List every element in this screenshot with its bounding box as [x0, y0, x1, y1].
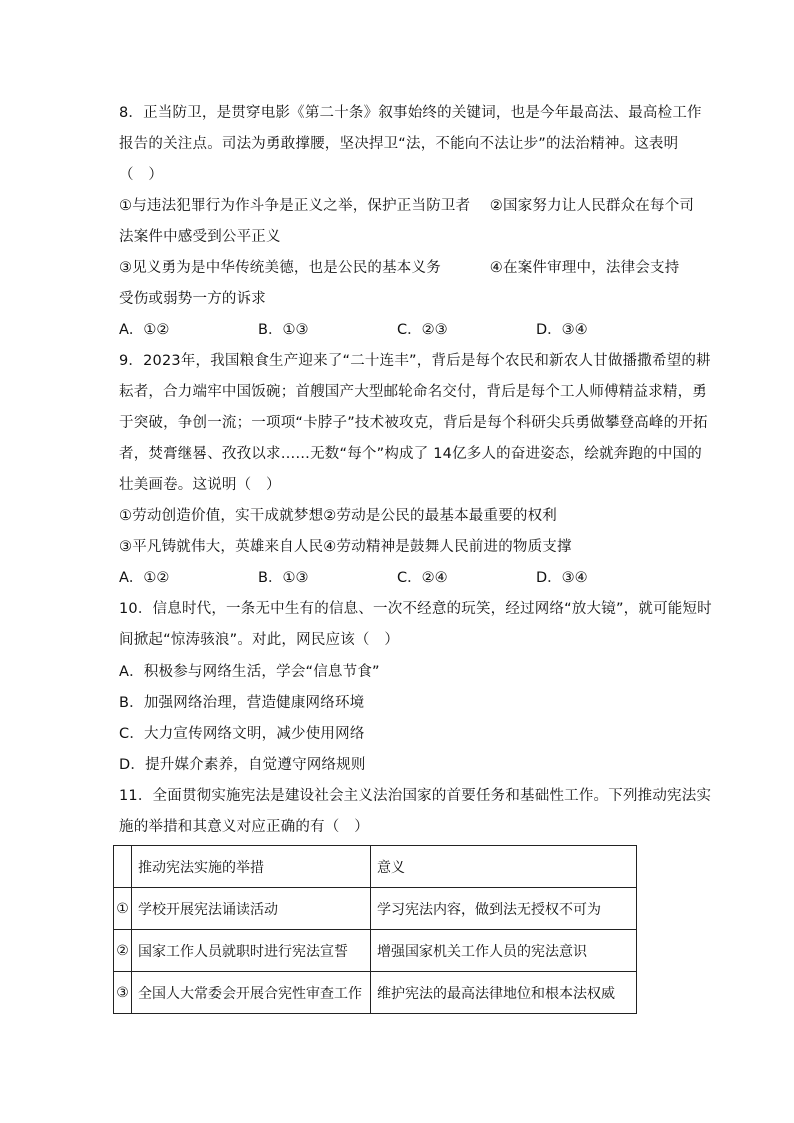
- q10-stem-line-2: 间掀起“惊涛骇浪”。对此，网民应该（ ）: [119, 632, 400, 648]
- q8-option-d[interactable]: D．③④: [536, 322, 588, 338]
- table-row: [114, 888, 637, 930]
- q11-stem-line-2: 施的举措和其意义对应正确的有（ ）: [119, 819, 369, 835]
- row-index: ①: [114, 888, 132, 930]
- q9-statement-line-1: ①劳动创造价值，实干成就梦想②劳动是公民的最基本最重要的权利: [119, 508, 557, 524]
- row-significance: 学习宪法内容，做到法无授权不可为: [371, 888, 637, 930]
- q8-stem-line-2: 报告的关注点。司法为勇敢撑腰，坚决捍卫“法，不能向不法让步”的法治精神。这表明: [119, 136, 679, 152]
- table-row: [114, 972, 637, 1014]
- row-index: ③: [114, 972, 132, 1014]
- q9-option-b[interactable]: B．①③: [258, 570, 309, 586]
- q8-statement-line-1: ①与违法犯罪行为作斗争是正义之举，保护正当防卫者 ②国家努力让人民群众在每个司: [119, 198, 695, 214]
- row-index: ②: [114, 930, 132, 972]
- q8-statement-line-4: 受伤或弱势一方的诉求: [119, 291, 266, 307]
- q9-stem-line-2: 耘者，合力端牢中国饭碗；首艘国产大型邮轮命名交付，背后是每个工人师傅精益求精，勇: [119, 384, 707, 400]
- row-significance: 增强国家机关工作人员的宪法意识: [371, 930, 637, 972]
- q10-option-a[interactable]: A．积极参与网络生活，学会“信息节食”: [119, 664, 380, 680]
- q10-option-c[interactable]: C．大力宣传网络文明，减少使用网络: [119, 726, 365, 742]
- row-measure: 全国人大常委会开展合宪性审查工作: [132, 972, 371, 1014]
- q9-stem-line-4: 者，焚膏继晷、孜孜以求……无数“每个”构成了 14亿多人的奋进姿态，绘就奔跑的中国的: [119, 446, 702, 462]
- q8-stem-line-1: 8．正当防卫，是贯穿电影《第二十条》叙事始终的关键词，也是今年最高法、最高检工作: [119, 105, 702, 121]
- q8-option-c[interactable]: C．②③: [397, 322, 448, 338]
- q8-answer-blank: （ ）: [119, 167, 164, 183]
- q11-table: [113, 845, 637, 1014]
- table-row: [114, 930, 637, 972]
- table-header-index: [114, 846, 132, 888]
- q9-stem-line-3: 于突破，争创一流；一项项“卡脖子”技术被攻克，背后是每个科研尖兵勇做攀登高峰的开拓: [119, 415, 708, 431]
- q8-statement-line-2: 法案件中感受到公平正义: [119, 229, 281, 245]
- row-measure: 国家工作人员就职时进行宪法宣誓: [132, 930, 371, 972]
- q9-statement-line-2: ③平凡铸就伟大，英雄来自人民④劳动精神是鼓舞人民前进的物质支撑: [119, 539, 572, 555]
- q10-option-b[interactable]: B．加强网络治理，营造健康网络环境: [119, 695, 365, 711]
- table-header-measure: 推动宪法实施的举措: [132, 846, 371, 888]
- q9-stem-line-1: 9．2023年，我国粮食生产迎来了“二十连丰”，背后是每个农民和新农人甘做播撒希望的耕: [119, 353, 711, 369]
- row-measure: 学校开展宪法诵读活动: [132, 888, 371, 930]
- q9-stem-line-5: 壮美画卷。这说明（ ）: [119, 477, 281, 493]
- q8-option-b[interactable]: B．①③: [258, 322, 309, 338]
- q8-statement-line-3: ③见义勇为是中华传统美德，也是公民的基本义务 ④在案件审理中，法律会支持: [119, 260, 680, 276]
- q10-option-d[interactable]: D．提升媒介素养，自觉遵守网络规则: [119, 757, 366, 773]
- table-header-row: [114, 846, 637, 888]
- q10-stem-line-1: 10．信息时代，一条无中生有的信息、一次不经意的玩笑，经过网络“放大镜”，就可能短时: [119, 601, 712, 617]
- row-significance: 维护宪法的最高法律地位和根本法权威: [371, 972, 637, 1014]
- q9-option-c[interactable]: C．②④: [397, 570, 448, 586]
- q8-option-a[interactable]: A．①②: [119, 322, 170, 338]
- q9-option-a[interactable]: A．①②: [119, 570, 170, 586]
- q11-stem-line-1: 11．全面贯彻实施宪法是建设社会主义法治国家的首要任务和基础性工作。下列推动宪法实: [119, 788, 712, 804]
- table-header-significance: 意义: [371, 846, 637, 888]
- q9-option-d[interactable]: D．③④: [536, 570, 588, 586]
